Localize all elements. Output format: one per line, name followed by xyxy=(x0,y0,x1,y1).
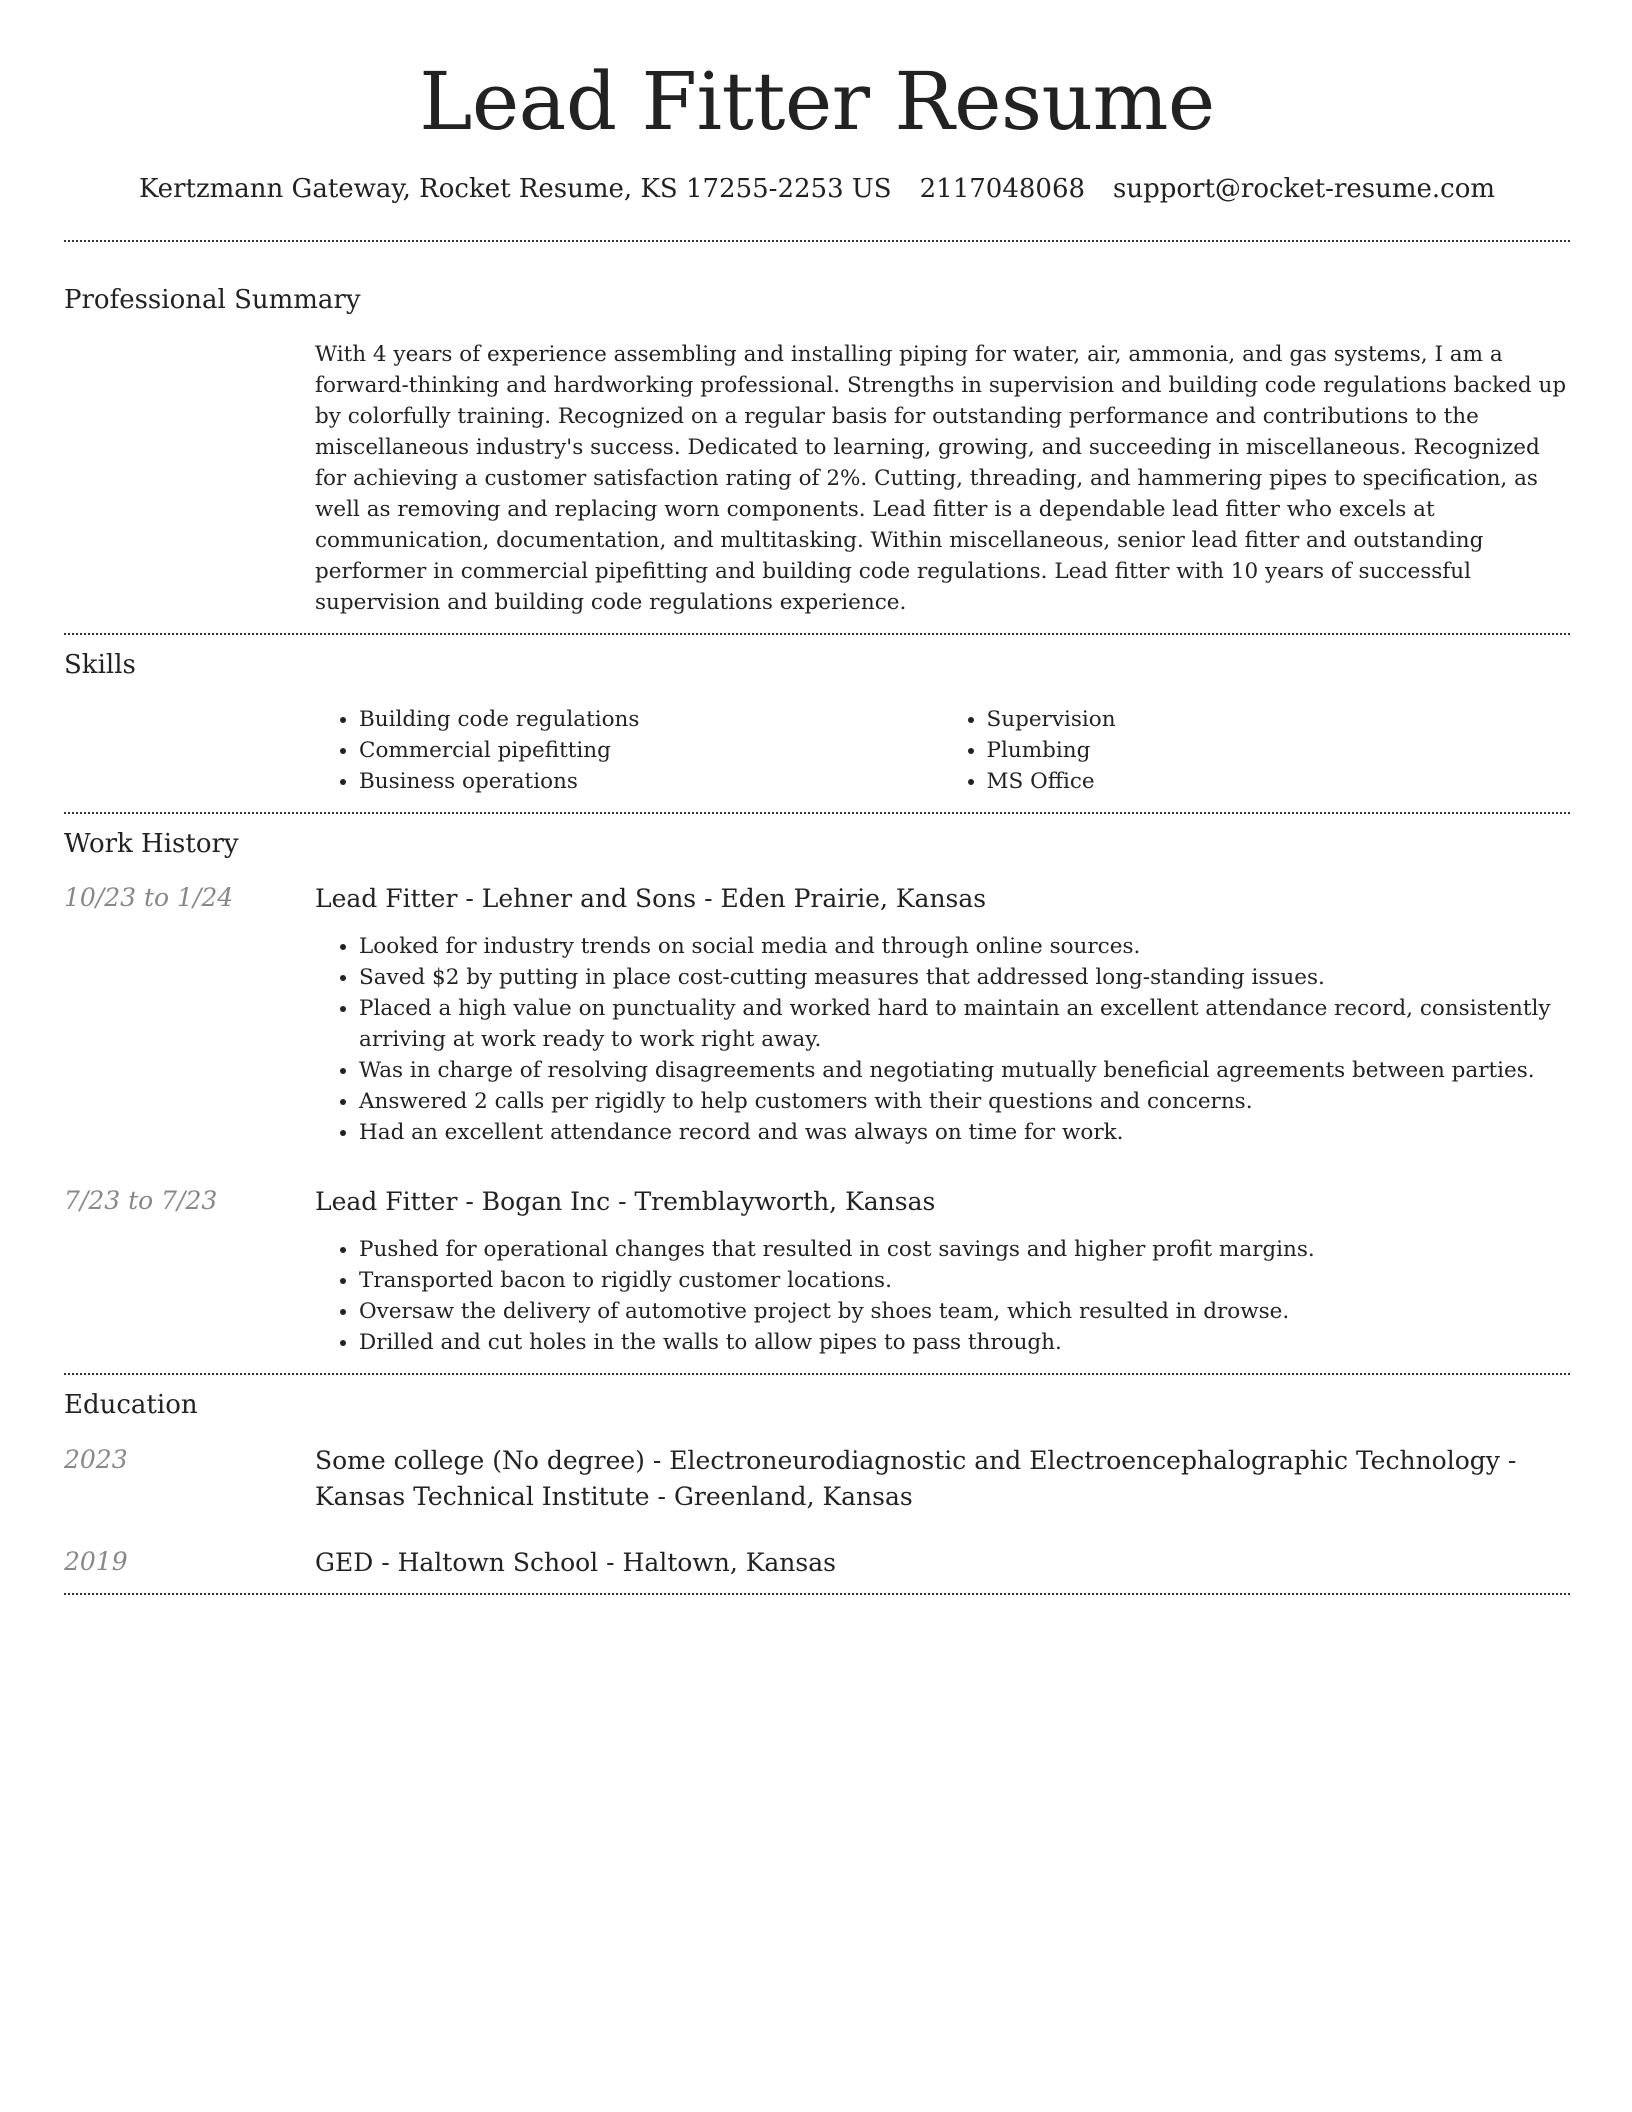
job-bullets xyxy=(315,1234,1570,1358)
skill-item: • Plumbing xyxy=(987,735,1571,766)
job-entry xyxy=(64,881,1570,1148)
job-bullet: • Drilled and cut holes in the walls to allow pipes to pass through. xyxy=(359,1327,1570,1358)
education-entry xyxy=(64,1545,1570,1581)
skills-column-2 xyxy=(943,704,1571,797)
job-bullet: • Oversaw the delivery of automotive project by shoes team, which resulted in drowse. xyxy=(359,1296,1570,1327)
skills-row xyxy=(64,704,1570,797)
summary-text: With 4 years of experience assembling and installing piping for water, air, ammonia, and gas systems, I am a forward-thinking and hardworking professional. Strengths in supervision and building code regulations backed up by colorfully training. Recognized on a regular basis for outstanding performance and contributions to the miscellaneous industry's success. Dedicated to learning, growing, and succeeding in miscellaneous. Recognized for achieving a customer satisfaction rating of 2%. Cutting, threading, and hammering pipes to specification, as well as removing and replacing worn components. Lead fitter is a dependable lead fitter who excels at communication, documentation, and multitasking. Within miscellaneous, senior lead fitter and outstanding performer in commercial pipefitting and building code regulations. Lead fitter with 10 years of successful supervision and building code regulations experience. xyxy=(315,342,1567,615)
divider xyxy=(64,1373,1570,1375)
job-bullet: • Pushed for operational changes that resulted in cost savings and higher profit margins. xyxy=(359,1234,1570,1265)
job-bullet: • Was in charge of resolving disagreements and negotiating mutually beneficial agreements between parties. xyxy=(359,1055,1570,1086)
job-entry xyxy=(64,1184,1570,1358)
summary-heading: Professional Summary xyxy=(64,285,361,315)
resume-page xyxy=(64,0,1570,1595)
skill-item: • Supervision xyxy=(987,704,1571,735)
job-bullet: • Answered 2 calls per rigidly to help customers with their questions and concerns. xyxy=(359,1086,1570,1117)
skill-item: • Building code regulations xyxy=(359,704,943,735)
job-dates: 7/23 to 7/23 xyxy=(64,1186,218,1215)
contact-address: Kertzmann Gateway, Rocket Resume, KS 17255-2253 US xyxy=(138,174,892,204)
summary-row xyxy=(64,339,1570,618)
job-dates: 10/23 to 1/24 xyxy=(64,883,234,912)
skills-heading: Skills xyxy=(64,650,136,680)
resume-title: Lead Fitter Resume xyxy=(419,55,1215,148)
work-history-heading: Work History xyxy=(64,829,239,859)
contact-email: support@rocket-resume.com xyxy=(1113,174,1496,204)
job-title: Lead Fitter - Bogan Inc - Tremblayworth, Kansas xyxy=(315,1187,936,1216)
divider xyxy=(64,240,1570,242)
education-entry xyxy=(64,1443,1570,1515)
summary-section xyxy=(64,284,1570,618)
job-bullet: • Transported bacon to rigidly customer locations. xyxy=(359,1265,1570,1296)
skills-section xyxy=(64,649,1570,797)
skill-item: • Business operations xyxy=(359,766,943,797)
skill-item: • MS Office xyxy=(987,766,1571,797)
skills-column-1 xyxy=(315,704,943,797)
job-title: Lead Fitter - Lehner and Sons - Eden Prairie, Kansas xyxy=(315,884,987,913)
contact-line xyxy=(64,172,1570,206)
education-heading: Education xyxy=(64,1390,198,1420)
divider xyxy=(64,633,1570,635)
divider xyxy=(64,812,1570,814)
education-section xyxy=(64,1389,1570,1581)
education-detail: Some college (No degree) - Electroneurodiagnostic and Electroencephalographic Technology - Kansas Technical Institute - Greenland, Kansas xyxy=(315,1446,1517,1511)
job-bullet: • Saved $2 by putting in place cost-cutting measures that addressed long-standing issues. xyxy=(359,962,1570,993)
contact-phone: 2117048068 xyxy=(919,174,1086,204)
job-bullet: • Looked for industry trends on social media and through online sources. xyxy=(359,931,1570,962)
divider xyxy=(64,1593,1570,1595)
work-history-section xyxy=(64,828,1570,1358)
education-year: 2019 xyxy=(64,1547,128,1576)
job-bullets xyxy=(315,931,1570,1148)
skill-item: • Commercial pipefitting xyxy=(359,735,943,766)
education-year: 2023 xyxy=(64,1445,128,1474)
job-bullet: • Placed a high value on punctuality and worked hard to maintain an excellent attendance record, consistently arriving at work ready to work right away. xyxy=(359,993,1570,1055)
skills-list xyxy=(315,704,1570,797)
job-bullet: • Had an excellent attendance record and was always on time for work. xyxy=(359,1117,1570,1148)
education-detail: GED - Haltown School - Haltown, Kansas xyxy=(315,1548,836,1577)
